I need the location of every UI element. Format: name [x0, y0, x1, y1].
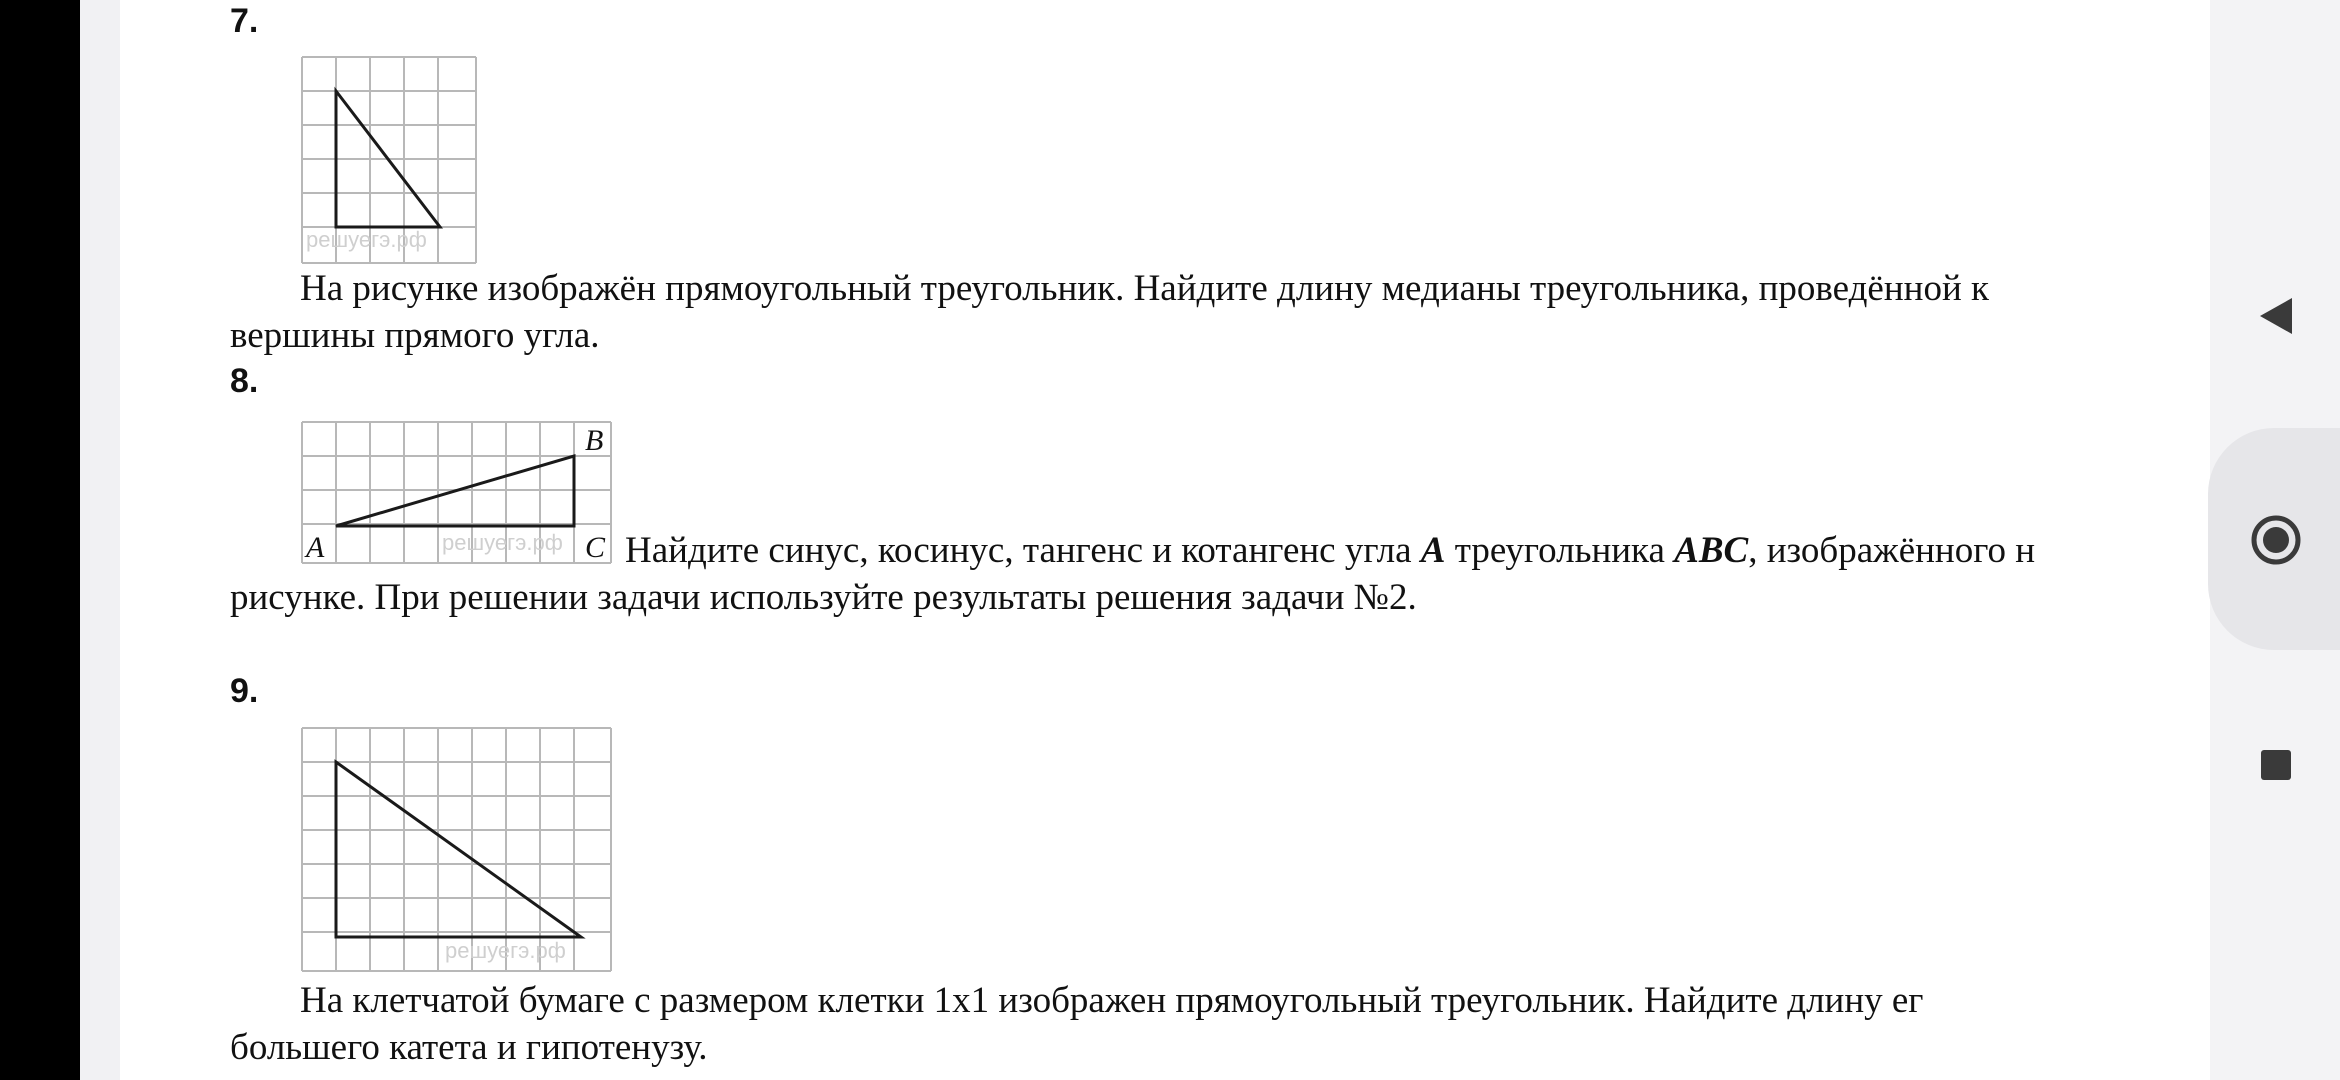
problem-7-watermark: решуегэ.рф — [306, 227, 427, 252]
problem-8-number: 8. — [230, 362, 259, 400]
vertex-label-b: B — [585, 424, 604, 457]
recents-icon[interactable] — [2259, 748, 2293, 782]
problem-8-text-line2: рисунке. При решении задачи используйте результаты решения задачи №2. — [230, 577, 1417, 618]
screen-left-edge — [0, 0, 80, 1080]
problem-8-middle-text: треугольника — [1454, 530, 1665, 571]
vertex-label-c: C — [585, 531, 606, 564]
problem-8-angle: A — [1420, 530, 1446, 571]
problem-9-watermark: решуегэ.рф — [445, 938, 566, 963]
problem-9-text-line2: большего катета и гипотенузу. — [230, 1027, 708, 1068]
vertex-label-a: A — [306, 531, 325, 564]
document-page[interactable] — [120, 0, 2210, 1080]
problem-8-text — [230, 527, 2210, 621]
problem-9-text-line1: На клетчатой бумаге с размером клетки 1x1 изображен прямоугольный треугольник. Найдите длину ег — [300, 980, 1924, 1021]
problem-7-text — [230, 265, 2210, 359]
problem-9-figure — [300, 726, 615, 973]
problem-7-text-line2: вершины прямого угла. — [230, 315, 600, 356]
back-icon[interactable] — [2258, 296, 2294, 336]
problem-9-number: 9. — [230, 672, 259, 710]
problem-7-text-line1: На рисунке изображён прямоугольный треугольник. Найдите длину медианы треугольника, проведённой к — [300, 268, 1989, 309]
document-margin — [80, 0, 120, 1080]
problem-9-text — [230, 977, 2210, 1071]
home-icon[interactable] — [2250, 514, 2302, 566]
problem-8-triangle-name: ABC — [1674, 530, 1749, 571]
problem-8-inline-text: Найдите синус, косинус, тангенс и котангенс угла — [625, 530, 1412, 571]
problem-8-text-line1 — [230, 527, 2210, 574]
problem-8-tail-text: , изображённого н — [1748, 530, 2036, 571]
problem-7-figure — [300, 55, 480, 265]
problem-9-triangle — [336, 762, 581, 937]
problem-7-number: 7. — [230, 2, 259, 40]
problem-8-watermark: решуегэ.рф — [442, 530, 563, 555]
